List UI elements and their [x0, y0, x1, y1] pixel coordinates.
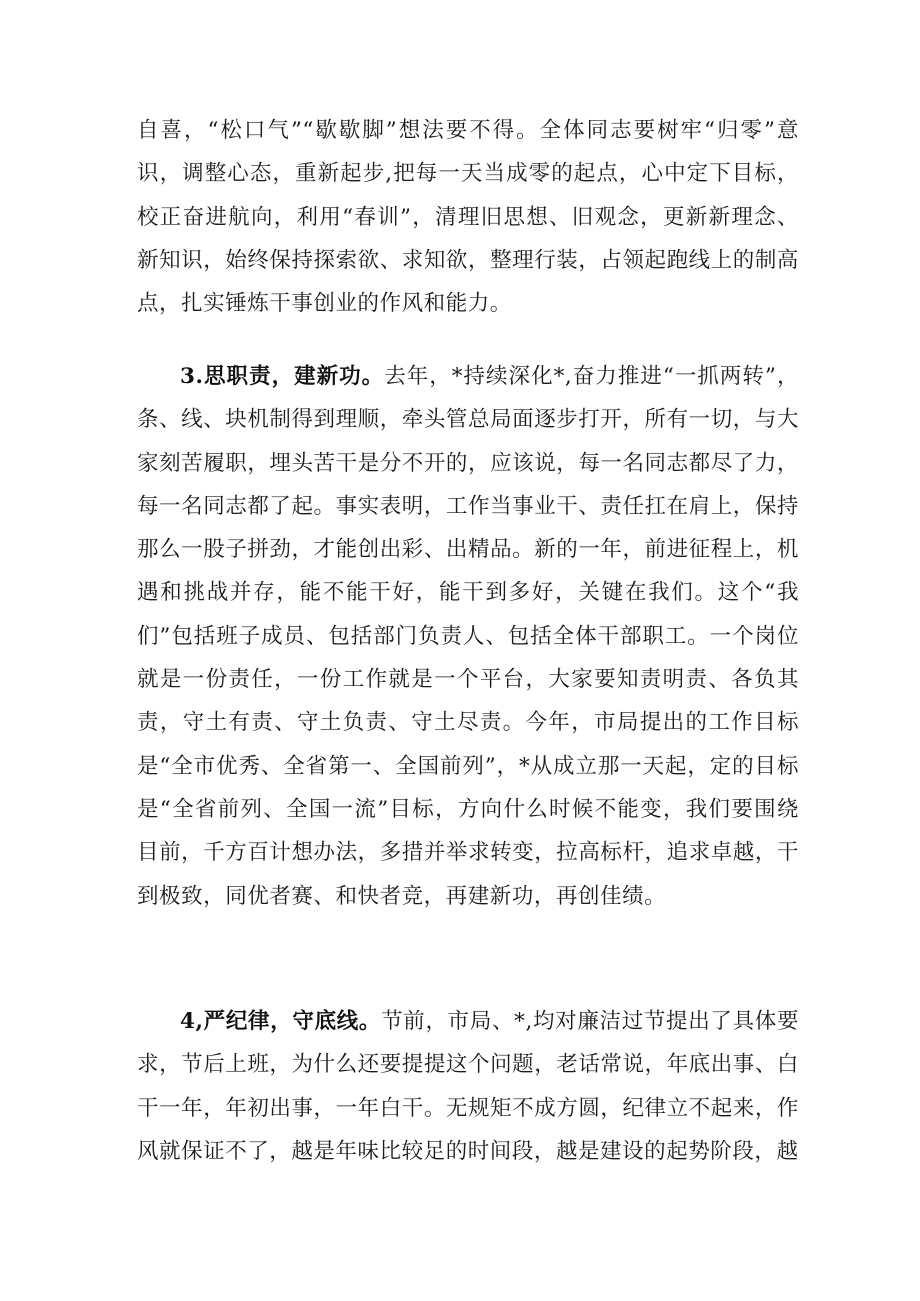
paragraph-1-text: 自喜，“松口气”“歇歇脚”想法要不得。全体同志要树牢“归零”意识，调整心态，重新起步,把每一天当成零的起点，心中定下目标，校正奋进航向，利用“春训”，清理旧思想、旧观念，更新新理念、新知识，始终保持探索欲、求知欲，整理行装，占领起跑线上的制高点，扎实锤炼干事创业的作风和能力。: [137, 118, 799, 317]
section-3-heading: 3.思职责，建新功。: [180, 364, 385, 389]
paragraph-continuation: [137, 109, 799, 325]
paragraph-3: [137, 1000, 799, 1173]
paragraph-section-3: [137, 355, 799, 918]
section-3-body: 去年，*持续深化*,奋力推进“一抓两转”，条、线、块机制得到理顺，牵头管总局面逐步打开，所有一切，与大家刻苦履职，埋头苦干是分不开的，应该说，每一名同志都尽了力，每一名同志都了起。事实表明，工作当事业干、责任扛在肩上，保持那么一股子拼劲，才能创出彩、出精品。新的一年，前进征程上，机遇和挑战并存，能不能干好，能干到多好，关键在我们。这个“我们”包括班子成员、包括部门负责人、包括全体干部职工。一个岗位就是一份责任，一份工作就是一个平台，大家要知责明责、各负其责，守土有责、守土负责、守土尽责。今年，市局提出的工作目标是“全市优秀、全省第一、全国前列”，*从成立那一天起，定的目标是“全省前列、全国一流”目标，方向什么时候不能变，我们要围绕目前，千方百计想办法，多措并举求转变，拉高标杆，追求卓越，干到极致，同优者赛、和快者竞，再建新功，再创佳绩。: [137, 364, 799, 909]
paragraph-section-4: [137, 1000, 799, 1173]
section-4-body: 节前，市局、*,均对廉洁过节提出了具体要求，节后上班，为什么还要提提这个问题，老话常说，年底出事、白干一年，年初出事，一年白干。无规矩不成方圆，纪律立不起来，作风就保证不了，越是年味比较足的时间段，越是建设的起势阶段，越: [137, 1009, 799, 1164]
paragraph-2: [137, 355, 799, 918]
section-4-heading: 4,严纪律，守底线。: [180, 1009, 382, 1034]
